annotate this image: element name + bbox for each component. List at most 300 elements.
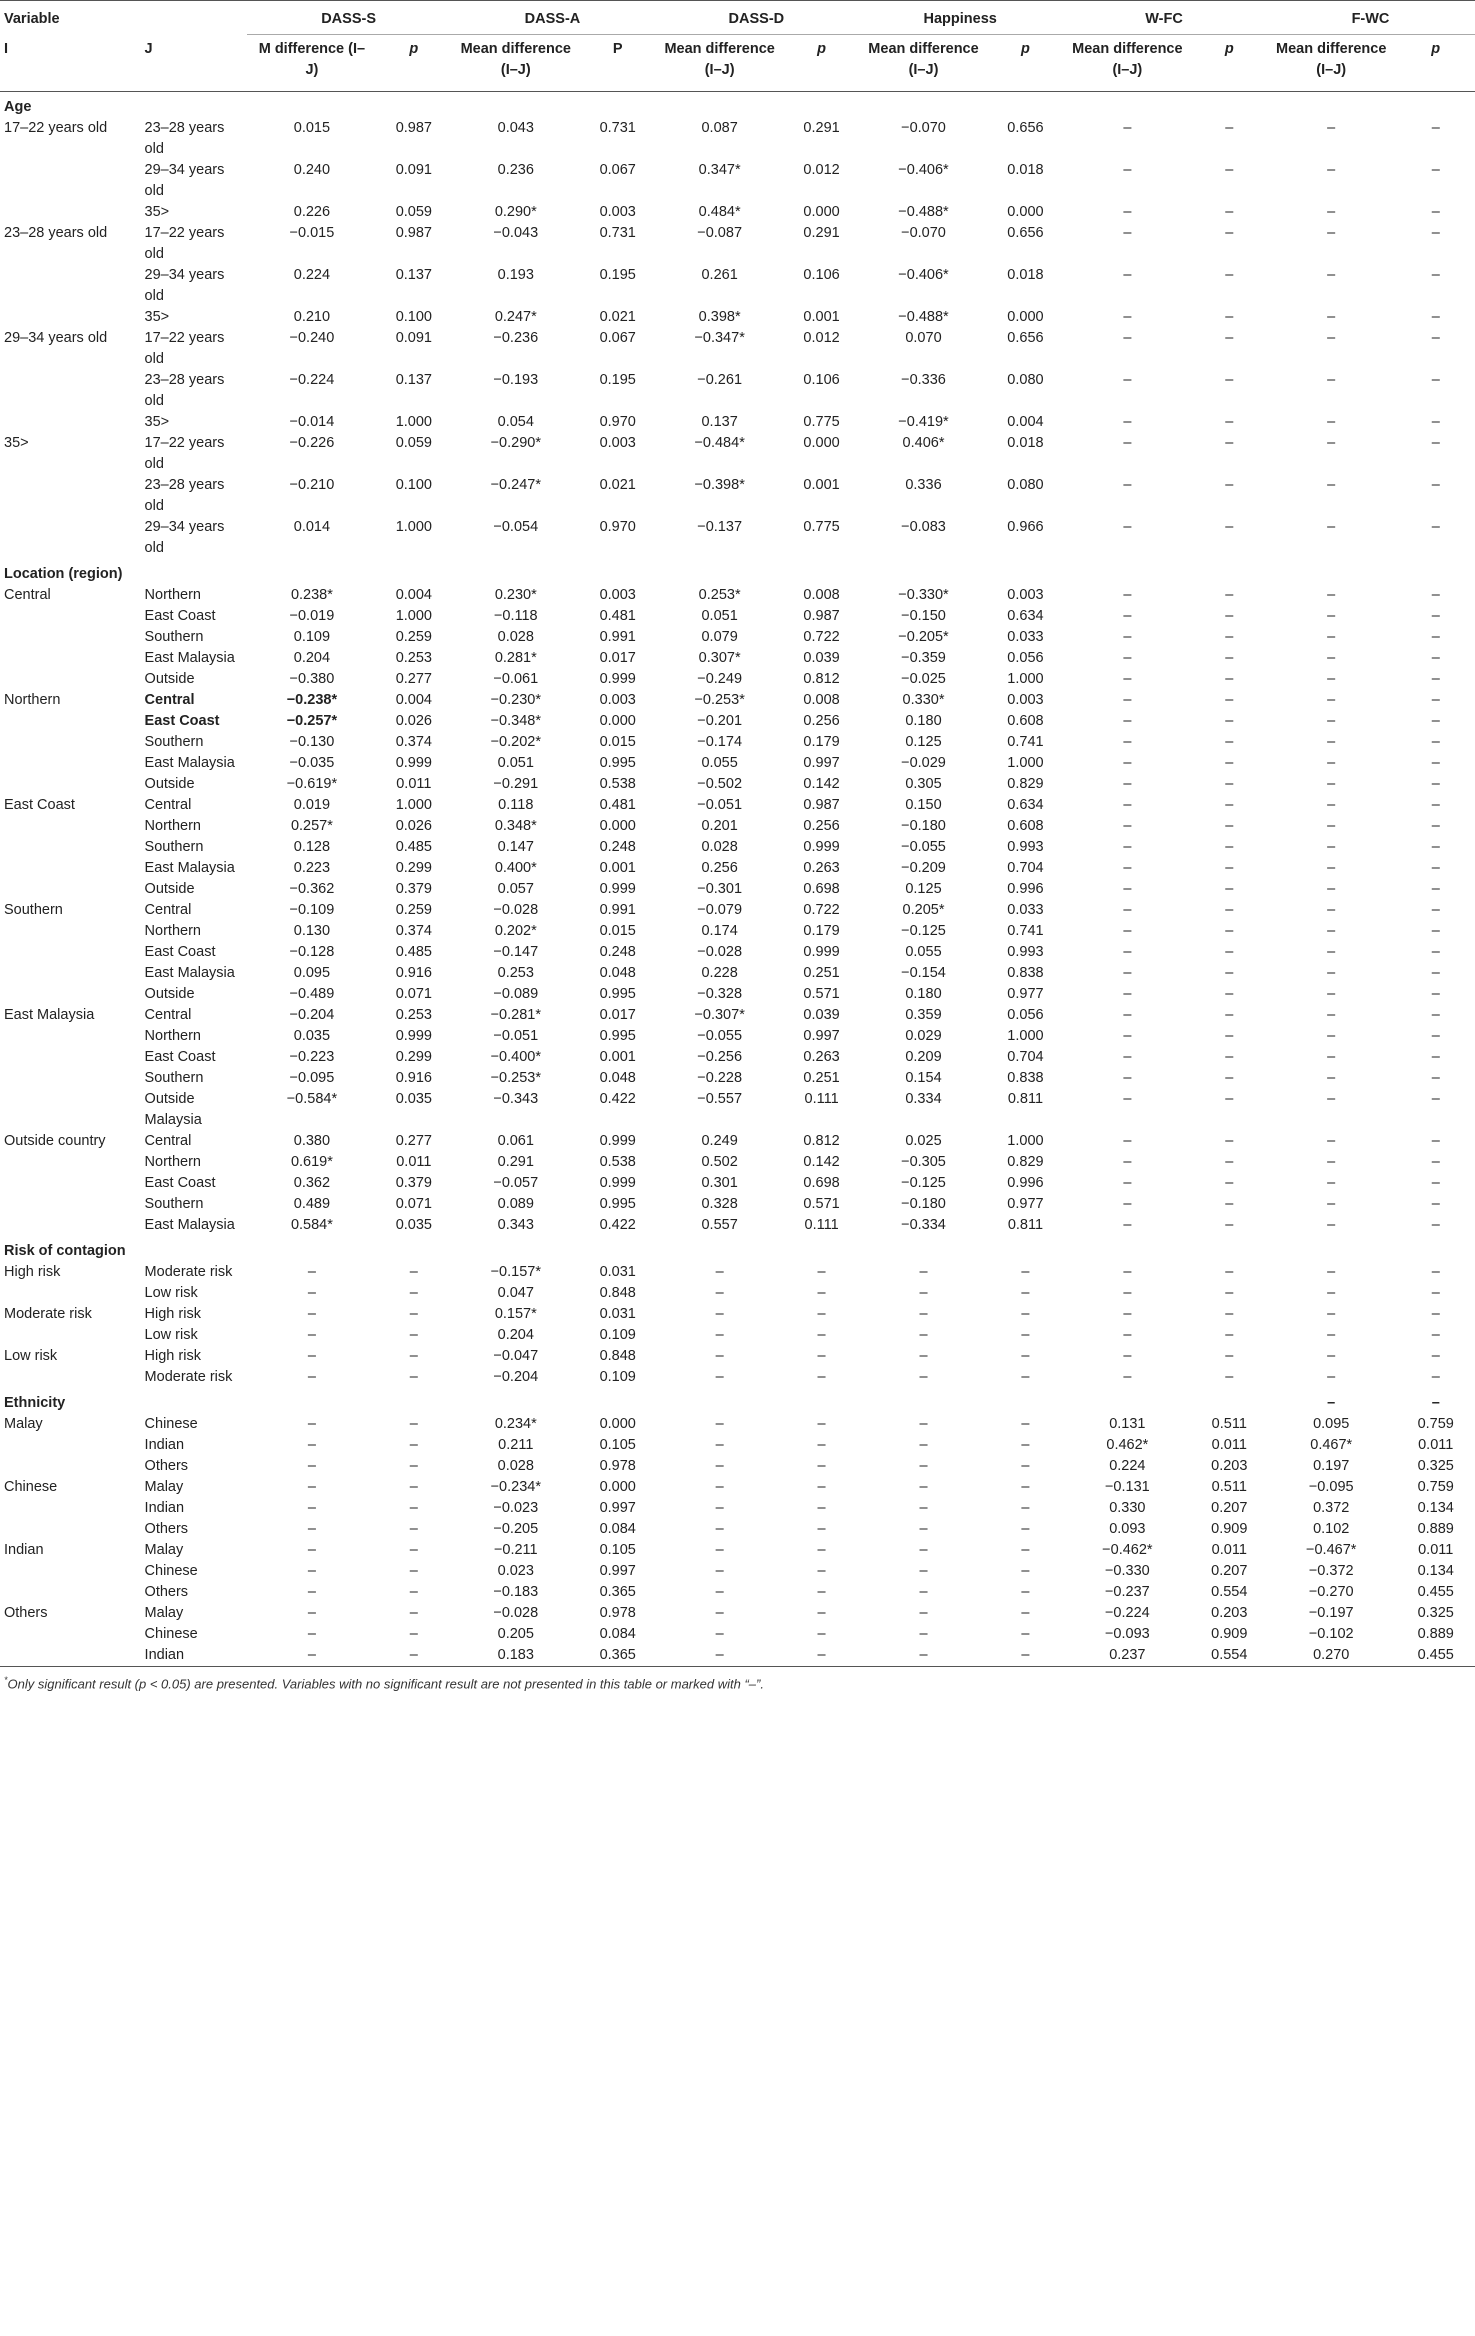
cell-p: 0.978 [599, 1458, 636, 1474]
section-cell: – [1431, 1395, 1440, 1411]
cell-mean-diff: – [1123, 1327, 1132, 1343]
cell-mean-diff: −0.089 [493, 986, 539, 1002]
cell-mean-diff: −0.028 [493, 1605, 539, 1621]
cell-mean-diff: – [1123, 267, 1132, 283]
cell-mean-diff: −0.406* [898, 162, 949, 178]
table-row [0, 412, 1475, 433]
cell-p: 0.035 [395, 1091, 432, 1107]
cell-mean-diff: – [1327, 881, 1336, 897]
cell-p: 0.256 [803, 818, 840, 834]
cell-p: – [1225, 986, 1234, 1002]
cell-j: Northern [144, 1154, 201, 1170]
cell-i [0, 627, 135, 648]
cell-j: 29–34 years old [144, 162, 225, 199]
cell-p: 0.455 [1417, 1647, 1454, 1663]
cell-mean-diff: – [1327, 1264, 1336, 1280]
section-cell [989, 1388, 1062, 1414]
cell-p: – [817, 1458, 826, 1474]
cell-mean-diff: −0.336 [901, 372, 946, 388]
table-row [0, 1026, 1475, 1047]
cell-p: – [1431, 1306, 1440, 1322]
cell-p: – [1021, 1584, 1030, 1600]
cell-p: 0.291 [803, 225, 840, 241]
table-row [0, 517, 1475, 559]
cell-p: 0.137 [395, 372, 432, 388]
cell-mean-diff: – [1327, 1007, 1336, 1023]
cell-p: 0.325 [1417, 1605, 1454, 1621]
cell-mean-diff: – [919, 1500, 928, 1516]
cell-mean-diff: – [1327, 519, 1336, 535]
section-cell [247, 1388, 377, 1414]
cell-mean-diff: – [919, 1479, 928, 1495]
cell-mean-diff: – [919, 1458, 928, 1474]
cell-mean-diff: – [1327, 372, 1336, 388]
cell-i: 17–22 years old [4, 120, 108, 136]
cell-p: – [409, 1264, 418, 1280]
cell-p: – [1021, 1306, 1030, 1322]
cell-mean-diff: – [1123, 986, 1132, 1002]
cell-p: – [1225, 519, 1234, 535]
cell-mean-diff: – [1327, 860, 1336, 876]
cell-p: 0.011 [396, 776, 432, 792]
cell-i: Others [4, 1605, 48, 1621]
cell-mean-diff: −0.055 [697, 1028, 743, 1044]
section-cell [654, 1388, 784, 1414]
cell-mean-diff: – [1123, 860, 1132, 876]
section-cell [1396, 559, 1475, 585]
cell-j: 23–28 years old [144, 477, 225, 514]
cell-p: – [409, 1626, 418, 1642]
cell-mean-diff: 0.130 [293, 923, 331, 939]
cell-p: 0.011 [1418, 1437, 1454, 1453]
table-row [0, 669, 1475, 690]
cell-mean-diff: – [919, 1605, 928, 1621]
cell-p: 0.365 [599, 1584, 636, 1600]
table-row [0, 160, 1475, 202]
cell-mean-diff: 0.019 [293, 797, 331, 813]
cell-p: – [1225, 1133, 1234, 1149]
cell-mean-diff: – [1327, 1217, 1336, 1233]
cell-j: Malay [144, 1605, 184, 1621]
cell-mean-diff: – [1327, 734, 1336, 750]
cell-mean-diff: −0.462* [1102, 1542, 1153, 1558]
cell-p: 0.812 [803, 671, 840, 687]
table-row [0, 433, 1475, 475]
cell-p: – [1021, 1605, 1030, 1621]
cell-mean-diff: 0.619* [290, 1154, 333, 1170]
cell-j: Central [144, 1133, 192, 1149]
cell-mean-diff: – [715, 1500, 724, 1516]
cell-p: 0.538 [599, 776, 636, 792]
cell-mean-diff: – [1123, 797, 1132, 813]
cell-mean-diff: 0.224 [1109, 1458, 1146, 1474]
cell-mean-diff: −0.372 [1308, 1563, 1354, 1579]
cell-p: – [1021, 1437, 1030, 1453]
cell-p: 0.039 [803, 650, 840, 666]
cell-p: – [1225, 734, 1234, 750]
cell-i [0, 732, 135, 753]
cell-p: 0.003 [599, 692, 636, 708]
cell-p: – [1225, 1049, 1234, 1065]
cell-p: 0.608 [1007, 818, 1044, 834]
cell-p: – [409, 1647, 418, 1663]
cell-p: 0.003 [1007, 587, 1044, 603]
cell-mean-diff: −0.201 [697, 713, 743, 729]
cell-p: 0.001 [803, 477, 840, 493]
cell-mean-diff: 0.095 [293, 965, 331, 981]
cell-i [0, 963, 135, 984]
cell-p: – [1431, 839, 1440, 855]
cell-mean-diff: – [1327, 1091, 1336, 1107]
cell-p: – [1225, 902, 1234, 918]
section-title: Location (region) [4, 566, 123, 582]
cell-p: 0.109 [599, 1327, 636, 1343]
cell-mean-diff: – [1123, 881, 1132, 897]
cell-j: East Coast [144, 1175, 216, 1191]
cell-mean-diff: – [919, 1348, 928, 1364]
cell-mean-diff: −0.014 [289, 414, 335, 430]
cell-mean-diff: – [1123, 1264, 1132, 1280]
cell-p: 0.991 [599, 902, 636, 918]
cell-mean-diff: −0.270 [1308, 1584, 1354, 1600]
cell-i [0, 307, 135, 328]
cell-mean-diff: – [919, 1416, 928, 1432]
cell-mean-diff: −0.257* [286, 713, 338, 729]
cell-p: 0.698 [803, 1175, 840, 1191]
cell-mean-diff: 0.290* [494, 204, 537, 220]
cell-mean-diff: −0.130 [289, 734, 335, 750]
table-row [0, 1582, 1475, 1603]
table-row [0, 223, 1475, 265]
table-row [0, 1283, 1475, 1304]
cell-p: – [1431, 923, 1440, 939]
cell-mean-diff: – [1123, 629, 1132, 645]
table-row [0, 1624, 1475, 1645]
cell-j: Northern [144, 818, 201, 834]
cell-p: 0.000 [803, 204, 840, 220]
cell-p: 0.811 [1007, 1217, 1044, 1233]
cell-p: – [409, 1416, 418, 1432]
cell-mean-diff: 0.043 [497, 120, 534, 136]
cell-i: Indian [4, 1542, 44, 1558]
cell-j: High risk [144, 1306, 201, 1322]
cell-mean-diff: – [919, 1563, 928, 1579]
table-row [0, 328, 1475, 370]
cell-mean-diff: – [1327, 650, 1336, 666]
cell-mean-diff: 0.301 [701, 1175, 738, 1191]
cell-mean-diff: – [1123, 776, 1132, 792]
cell-mean-diff: 0.330* [902, 692, 945, 708]
cell-i [0, 1194, 135, 1215]
cell-mean-diff: – [307, 1584, 316, 1600]
cell-p: – [409, 1584, 418, 1600]
cell-mean-diff: 0.502 [701, 1154, 738, 1170]
cell-p: 0.995 [599, 986, 636, 1002]
cell-p: 0.248 [599, 839, 636, 855]
cell-i: Outside country [4, 1133, 106, 1149]
cell-p: 0.251 [803, 1070, 840, 1086]
cell-mean-diff: −0.261 [697, 372, 743, 388]
cell-p: – [1225, 881, 1234, 897]
cell-p: – [1225, 267, 1234, 283]
cell-j: 17–22 years old [144, 435, 225, 472]
cell-p: – [1225, 860, 1234, 876]
cell-mean-diff: – [1123, 1196, 1132, 1212]
cell-j: Others [144, 1584, 189, 1600]
cell-p: 0.067 [599, 162, 636, 178]
cell-mean-diff: – [1123, 902, 1132, 918]
cell-mean-diff: 0.261 [701, 267, 738, 283]
cell-i [0, 1283, 135, 1304]
cell-mean-diff: −0.154 [901, 965, 946, 981]
cell-mean-diff: −0.035 [289, 755, 335, 771]
cell-mean-diff: – [715, 1458, 724, 1474]
cell-p: – [1225, 1264, 1234, 1280]
cell-mean-diff: – [307, 1647, 316, 1663]
cell-mean-diff: 0.400* [494, 860, 537, 876]
cell-mean-diff: −0.057 [493, 1175, 539, 1191]
cell-p: 0.067 [599, 330, 636, 346]
table-row [0, 900, 1475, 921]
cell-i [0, 1068, 135, 1089]
cell-mean-diff: 0.051 [701, 608, 738, 624]
cell-mean-diff: – [1327, 965, 1336, 981]
cell-mean-diff: −0.247* [490, 477, 541, 493]
cell-mean-diff: – [715, 1437, 724, 1453]
cell-p: 0.056 [1007, 1007, 1044, 1023]
cell-mean-diff: – [1123, 1007, 1132, 1023]
cell-j: Southern [144, 839, 204, 855]
cell-mean-diff: 0.087 [701, 120, 738, 136]
cell-j: Northern [144, 1028, 201, 1044]
header-diff: Mean difference (I–J) [858, 35, 988, 92]
cell-mean-diff: 0.247* [494, 309, 537, 325]
cell-i [0, 648, 135, 669]
cell-mean-diff: 0.348* [494, 818, 537, 834]
header-group-dass-d: DASS-D [654, 1, 858, 35]
cell-p: 0.000 [599, 713, 636, 729]
cell-p: 0.966 [1007, 519, 1044, 535]
cell-mean-diff: −0.019 [289, 608, 335, 624]
table-row [0, 1540, 1475, 1561]
cell-i [0, 774, 135, 795]
cell-p: – [409, 1369, 418, 1385]
table-row [0, 732, 1475, 753]
cell-i [0, 1624, 135, 1645]
cell-mean-diff: – [1123, 204, 1132, 220]
cell-j: Malay [144, 1479, 184, 1495]
cell-mean-diff: – [1123, 608, 1132, 624]
cell-mean-diff: – [919, 1327, 928, 1343]
section-cell [377, 559, 450, 585]
cell-p: – [817, 1285, 826, 1301]
cell-p: – [1225, 477, 1234, 493]
cell-mean-diff: – [307, 1626, 316, 1642]
cell-mean-diff: −0.061 [493, 671, 539, 687]
cell-mean-diff: 0.347* [698, 162, 741, 178]
header-row-groups [0, 1, 1475, 35]
cell-mean-diff: – [1327, 204, 1336, 220]
cell-mean-diff: – [1123, 650, 1132, 666]
table-row [0, 1194, 1475, 1215]
section-cell [858, 92, 988, 119]
cell-mean-diff: – [1123, 839, 1132, 855]
cell-mean-diff: – [1123, 1306, 1132, 1322]
cell-j: Central [144, 692, 195, 708]
cell-i [0, 1498, 135, 1519]
cell-p: 0.987 [803, 797, 840, 813]
cell-mean-diff: – [1327, 629, 1336, 645]
cell-mean-diff: −0.488* [898, 204, 949, 220]
cell-p: – [409, 1479, 418, 1495]
cell-mean-diff: – [919, 1521, 928, 1537]
table-row [0, 202, 1475, 223]
cell-mean-diff: −0.291 [493, 776, 539, 792]
cell-mean-diff: 0.210 [293, 309, 331, 325]
cell-mean-diff: – [919, 1264, 928, 1280]
cell-mean-diff: 0.079 [701, 629, 738, 645]
cell-p: 0.997 [803, 1028, 840, 1044]
cell-mean-diff: 0.209 [905, 1049, 942, 1065]
section-cell [451, 1236, 581, 1262]
cell-p: 1.000 [1007, 755, 1044, 771]
cell-p: – [1021, 1542, 1030, 1558]
cell-i [0, 942, 135, 963]
cell-p: 0.538 [599, 1154, 636, 1170]
cell-p: 0.008 [803, 692, 840, 708]
cell-mean-diff: −0.087 [697, 225, 743, 241]
cell-p: 0.021 [599, 309, 636, 325]
cell-i [0, 606, 135, 627]
cell-j: East Coast [144, 1049, 216, 1065]
cell-mean-diff: −0.023 [493, 1500, 539, 1516]
cell-i [0, 1152, 135, 1173]
cell-mean-diff: 0.197 [1313, 1458, 1350, 1474]
cell-mean-diff: −0.051 [697, 797, 743, 813]
cell-p: – [1021, 1348, 1030, 1364]
cell-p: 0.179 [803, 923, 840, 939]
cell-j: 29–34 years old [144, 519, 225, 556]
cell-p: – [1431, 818, 1440, 834]
cell-p: 0.008 [803, 587, 840, 603]
cell-j: Southern [144, 629, 204, 645]
cell-mean-diff: 0.253* [698, 587, 741, 603]
cell-p: 0.031 [599, 1264, 636, 1280]
cell-i [0, 753, 135, 774]
cell-p: – [1225, 1217, 1234, 1233]
cell-mean-diff: – [307, 1369, 316, 1385]
cell-mean-diff: −0.070 [901, 120, 946, 136]
cell-mean-diff: 0.089 [497, 1196, 534, 1212]
cell-p: 0.759 [1417, 1416, 1454, 1432]
cell-p: – [1431, 944, 1440, 960]
cell-p: 0.999 [395, 1028, 432, 1044]
section-cell [1396, 92, 1475, 119]
cell-p: 0.995 [599, 755, 636, 771]
cell-p: – [1225, 671, 1234, 687]
cell-mean-diff: – [307, 1264, 316, 1280]
cell-mean-diff: −0.223 [289, 1049, 335, 1065]
cell-mean-diff: 0.380 [293, 1133, 331, 1149]
cell-p: 0.995 [599, 1196, 636, 1212]
cell-mean-diff: 0.398* [698, 309, 741, 325]
cell-p: 0.995 [599, 1028, 636, 1044]
cell-p: – [1225, 692, 1234, 708]
cell-p: – [1431, 1070, 1440, 1086]
cell-p: 0.203 [1211, 1458, 1248, 1474]
cell-p: – [1431, 1369, 1440, 1385]
cell-p: 0.511 [1211, 1479, 1247, 1495]
cell-j: High risk [144, 1348, 201, 1364]
cell-i [0, 879, 135, 900]
cell-mean-diff: 0.095 [1313, 1416, 1350, 1432]
cell-p: – [1431, 671, 1440, 687]
cell-mean-diff: – [1123, 1175, 1132, 1191]
cell-p: – [817, 1348, 826, 1364]
cell-mean-diff: −0.025 [901, 671, 946, 687]
cell-p: 0.829 [1007, 776, 1044, 792]
cell-mean-diff: – [307, 1605, 316, 1621]
cell-mean-diff: 0.256 [701, 860, 738, 876]
cell-j: Central [144, 797, 192, 813]
cell-j: Chinese [144, 1626, 198, 1642]
cell-p: 0.195 [599, 267, 636, 283]
cell-p: – [1225, 1348, 1234, 1364]
cell-mean-diff: – [1327, 797, 1336, 813]
cell-mean-diff: – [919, 1647, 928, 1663]
header-p: p [785, 35, 858, 92]
cell-mean-diff: 0.183 [497, 1647, 534, 1663]
cell-i [0, 370, 135, 412]
cell-j: 17–22 years old [144, 225, 225, 262]
cell-i [0, 921, 135, 942]
cell-mean-diff: – [1123, 818, 1132, 834]
cell-i [0, 412, 135, 433]
cell-p: – [1225, 755, 1234, 771]
cell-mean-diff: 0.028 [497, 629, 534, 645]
cell-p: 0.106 [803, 267, 840, 283]
cell-p: – [817, 1306, 826, 1322]
cell-mean-diff: −0.028 [697, 944, 743, 960]
cell-mean-diff: −0.043 [493, 225, 539, 241]
cell-p: – [1431, 267, 1440, 283]
cell-mean-diff: 0.236 [497, 162, 534, 178]
header-group-dass-a: DASS-A [451, 1, 655, 35]
header-i: I [0, 35, 135, 92]
cell-mean-diff: 0.336 [905, 477, 942, 493]
cell-p: – [1431, 1154, 1440, 1170]
cell-j: East Malaysia [144, 965, 235, 981]
table-row [0, 1005, 1475, 1026]
section-title: Risk of contagion [4, 1243, 126, 1259]
cell-mean-diff: 0.226 [293, 204, 331, 220]
section-cell [1062, 559, 1192, 585]
cell-j: Outside [144, 671, 195, 687]
cell-p: – [1021, 1369, 1030, 1385]
cell-p: 0.848 [599, 1348, 636, 1364]
cell-p: 0.207 [1211, 1563, 1248, 1579]
cell-mean-diff: 0.014 [293, 519, 331, 535]
table-row [0, 1131, 1475, 1152]
cell-mean-diff: −0.150 [901, 608, 946, 624]
cell-i [0, 1561, 135, 1582]
cell-p: 0.111 [804, 1217, 839, 1233]
cell-p: 0.059 [395, 204, 432, 220]
cell-j: Outside [144, 776, 195, 792]
cell-mean-diff: −0.070 [901, 225, 946, 241]
cell-mean-diff: – [1327, 1285, 1336, 1301]
cell-p: 0.011 [396, 1154, 432, 1170]
